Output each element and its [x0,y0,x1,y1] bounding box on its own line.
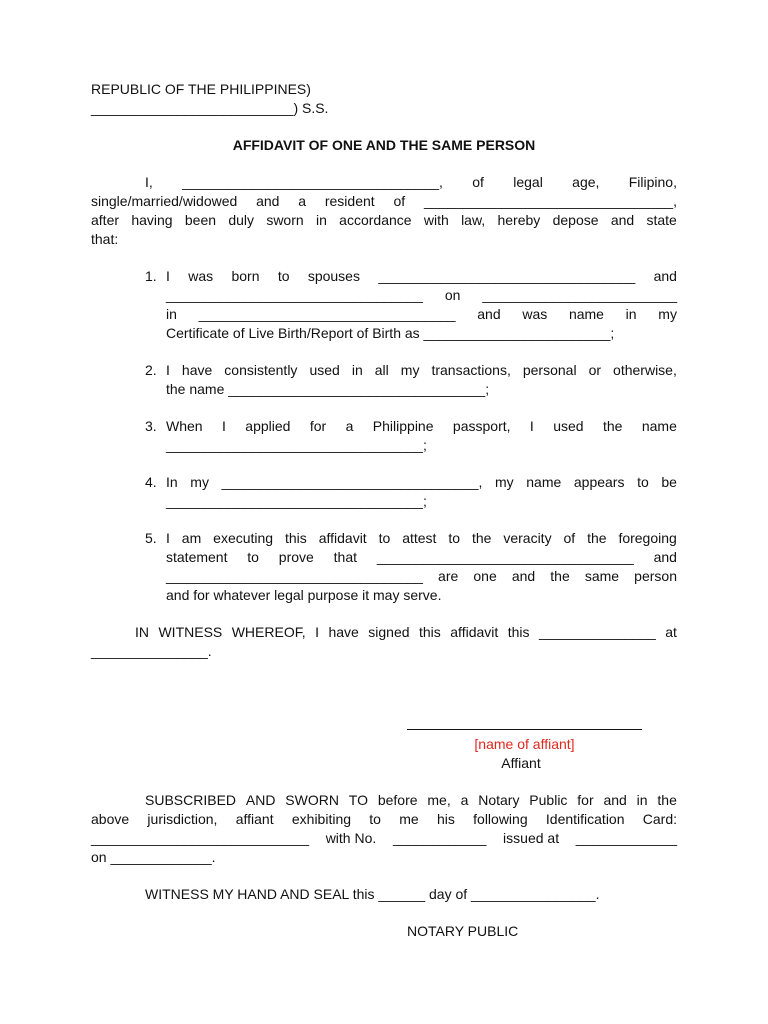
word: to [247,549,259,565]
intro-line-4: that: [91,231,119,247]
item-5-number: 5. [145,530,157,546]
item-3-number: 3. [145,418,157,434]
word: appears [573,474,625,490]
word: hereby [497,212,541,228]
word: Filipino, [628,174,677,190]
word: Philippine [372,418,434,434]
word: legal [513,174,543,190]
intro-line-3 [91,211,677,230]
word: a [298,193,307,209]
word: was [188,268,214,284]
item-1-number: 1. [145,268,157,284]
word: and [610,212,635,228]
word: one [473,568,497,584]
word: my [658,306,677,322]
item-3-line-1 [166,417,677,436]
word: of [563,530,576,546]
word: before [377,792,418,808]
word: born [231,268,260,284]
word: law, [461,212,486,228]
word: ____________ [392,830,487,846]
word: to [277,268,290,284]
word: with [423,212,449,228]
word: above [91,811,130,827]
word: _________________________________ [166,287,423,303]
word: been [184,212,217,228]
word: for [577,792,594,808]
word: attest [402,530,437,546]
word: the [587,530,607,546]
word: this [285,530,307,546]
word: all [374,362,389,378]
word: state [646,212,677,228]
word: in [166,306,177,322]
word: signed [368,624,410,640]
item-5-line-1 [166,529,677,548]
item-1-line-1 [166,267,677,286]
word: used [309,362,340,378]
item-4-line-1 [166,473,677,492]
word: _______________ [539,624,656,640]
intro-line-2 [91,192,677,211]
intro-line-1 [145,173,677,192]
word: have [181,362,213,378]
word: and [653,268,677,284]
word: and [511,568,536,584]
word: to [369,811,381,827]
word: _________________________________ [376,549,634,565]
word: have [328,624,359,640]
word: a [345,418,354,434]
word: for [309,418,327,434]
word: applied [245,418,291,434]
word: otherwise, [613,362,677,378]
word: and [603,792,627,808]
word: name [568,306,604,322]
word: sworn [266,212,304,228]
item-4-number: 4. [145,474,157,490]
word: SWORN [285,792,339,808]
word: _________________________________, [182,174,443,190]
item-1-line-4: Certificate of Live Birth/Report of Birth as ________________________; [166,325,615,341]
word: after [91,212,120,228]
word: consistently [224,362,298,378]
word: on [444,287,461,303]
word: I [166,362,170,378]
word: foregoing [618,530,677,546]
word: _____________ [575,830,677,846]
word: I [529,418,534,434]
word: affiant [235,811,274,827]
word: the [550,568,570,584]
word: exhibiting [291,811,352,827]
word: issued at [503,830,560,846]
witness-line-2: _______________. [91,643,212,659]
word: I, [145,174,153,190]
word: SUBSCRIBED [145,792,237,808]
affiant-signature-line [407,729,642,730]
word: Card: [642,811,677,827]
word: are [438,568,459,584]
word: I [315,624,319,640]
word: single/married/widowed [91,193,238,209]
word: passport, [452,418,511,434]
subscribed-line-4: on _____________. [91,849,216,865]
word: Public [529,792,568,808]
word: age, [572,174,600,190]
word: used [553,418,584,434]
word: accordance [339,212,412,228]
word: my [400,362,420,378]
word: TO [348,792,368,808]
word: or [588,362,602,378]
word: depose [552,212,599,228]
word: _________________________ [482,287,677,303]
word: following [473,811,528,827]
word: transactions, [431,362,511,378]
item-5-line-3 [166,567,677,586]
document-title: AFFIDAVIT OF ONE AND THE SAME PERSON [232,137,536,153]
word: in [625,306,637,322]
word: of [472,174,484,190]
word: I [166,268,170,284]
word: me, [427,792,451,808]
word: When [166,418,203,434]
word: duly [228,212,255,228]
word: Notary [478,792,520,808]
word: affidavit [318,530,367,546]
word: and [653,549,677,565]
word: to [637,474,649,490]
word: statement [166,549,228,565]
item-2-line-2: the name _________________________________; [166,381,490,397]
header-republic: REPUBLIC OF THE PHILIPPINES) [91,81,311,97]
word: the [471,530,492,546]
word: name [641,418,677,434]
word: my [190,474,209,490]
item-4-line-2: _________________________________; [166,493,427,509]
word: was [522,306,548,322]
item-1-line-2 [166,286,677,305]
item-2-line-1 [166,361,677,380]
word: WITNESS [158,624,223,640]
word: in [636,792,648,808]
word: ____________________________ [91,830,310,846]
item-5-line-4: and for whatever legal purpose it may serve. [166,587,442,603]
item-3-line-2: _________________________________; [166,437,427,453]
word: In [166,474,178,490]
word: prove [278,549,314,565]
word: affidavit [450,624,499,640]
item-1-line-3 [166,305,677,324]
word: in [351,362,363,378]
word: veracity [503,530,552,546]
word: and [477,306,501,322]
word: be [661,474,677,490]
word: of [393,193,406,209]
word: _________________________________, [221,474,483,490]
word: the [602,418,623,434]
header-ss: __________________________) S.S. [91,100,329,116]
affiant-label: Affiant [501,755,541,771]
word: ________________________________, [423,193,677,209]
word: jurisdiction, [147,811,218,827]
word: _________________________________ [198,306,456,322]
subscribed-line-1 [145,791,677,810]
word: to [448,530,461,546]
word: IN [135,624,149,640]
word: this [507,624,530,640]
word: I [221,418,226,434]
witness-line-1 [135,623,677,642]
word: name [526,474,562,490]
word: personal [522,362,577,378]
word: a [460,792,469,808]
word: Identification [545,811,625,827]
affiant-name-placeholder: [name of affiant] [474,736,575,752]
word: that [333,549,357,565]
witness-seal-line: WITNESS MY HAND AND SEAL this ______ day of ________________. [145,886,600,902]
word: at [665,624,677,640]
item-5-line-2 [166,548,677,567]
subscribed-line-2 [91,810,677,829]
word: WHEREOF, [231,624,306,640]
word: to [378,530,391,546]
word: resident [324,193,375,209]
word: with No. [325,830,377,846]
word: am [181,530,202,546]
word: person [634,568,677,584]
word: _________________________________ [378,268,636,284]
word: me [399,811,419,827]
word: and [256,193,280,209]
subscribed-line-3 [91,829,677,848]
word: _________________________________ [166,568,423,584]
word: his [436,811,455,827]
word: this [419,624,441,640]
word: the [657,792,677,808]
word: same [584,568,620,584]
word: my [494,474,514,490]
word: AND [245,792,276,808]
word: spouses [307,268,360,284]
word: I [166,530,170,546]
word: in [315,212,327,228]
word: executing [213,530,274,546]
notary-public-label: NOTARY PUBLIC [407,923,519,939]
item-2-number: 2. [145,362,157,378]
word: having [131,212,173,228]
